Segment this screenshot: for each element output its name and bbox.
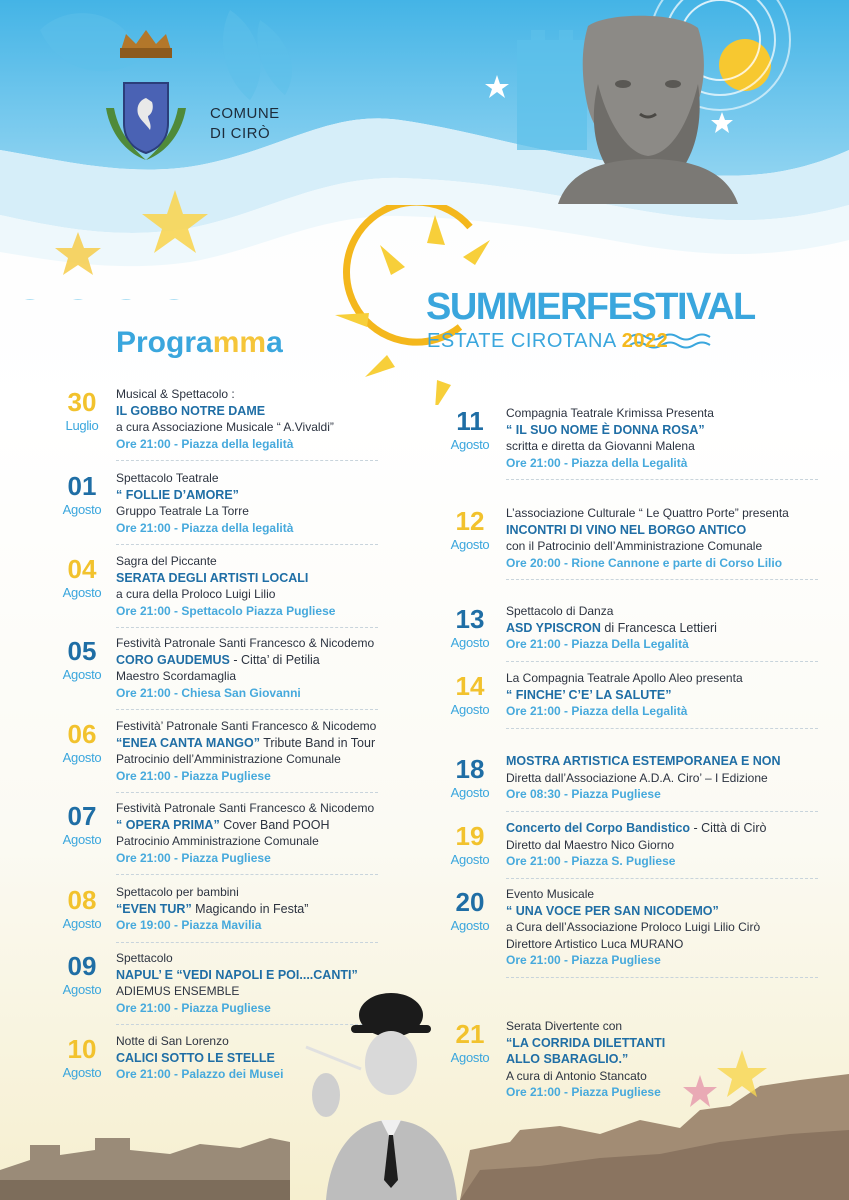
man-with-bowler-hat-illustration — [296, 985, 466, 1200]
event-month: Agosto — [450, 785, 490, 800]
event-description: Festività Patronale Santi Francesco & Nicodemo — [116, 801, 375, 815]
event-day: 18 — [455, 754, 485, 784]
event-description: Spettacolo per bambini — [116, 885, 239, 899]
event-month: Agosto — [450, 918, 490, 933]
event-month: Agosto — [62, 502, 102, 517]
event-day: 21 — [455, 1019, 485, 1049]
event-details — [116, 470, 293, 536]
event-title-text: CORO GAUDEMUS — [116, 652, 230, 667]
programma-part-1: Progra — [116, 326, 213, 359]
event-description: Sagra del Piccante — [116, 554, 217, 568]
event-description: a cura della Proloco Luigi Lilio — [116, 587, 276, 601]
festival-subtitle — [427, 330, 668, 353]
event-title — [506, 522, 789, 539]
event-divider — [506, 479, 818, 480]
event-description: A cura di Antonio Stancato — [506, 1068, 647, 1083]
event-day: 04 — [67, 554, 97, 584]
event-details — [116, 386, 334, 452]
event-month: Agosto — [450, 635, 490, 650]
event-month: Agosto — [62, 1065, 102, 1080]
event-divider — [506, 579, 818, 580]
event-details — [506, 753, 781, 803]
event-description: Spettacolo Teatrale — [116, 471, 219, 485]
event-details — [506, 670, 743, 720]
event-time-location: Ore 21:00 - Piazza Pugliese — [506, 1085, 661, 1099]
event-title-text: IL GOBBO NOTRE DAME — [116, 403, 266, 418]
event-description: La Compagnia Teatrale Apollo Aleo presenta — [506, 671, 743, 685]
event-day: 08 — [67, 885, 97, 915]
event-description: Festività Patronale Santi Francesco & Nicodemo — [116, 636, 375, 650]
event-title — [116, 652, 374, 669]
event-description: Spettacolo — [116, 951, 173, 965]
event-divider — [116, 792, 378, 793]
event-time-location: Ore 21:00 - Chiesa San Giovanni — [116, 685, 301, 700]
event-description: a cura Associazione Musicale “ A.Vivaldi” — [116, 420, 334, 434]
event-month: Agosto — [450, 702, 490, 717]
event-title — [116, 817, 374, 834]
municipality-name — [210, 104, 280, 144]
event-month: Agosto — [62, 667, 102, 682]
event-time-location: Ore 20:00 - Rione Cannone e parte di Corso Lilio — [506, 555, 783, 570]
event-month: Agosto — [62, 982, 102, 997]
municipal-crest-icon — [96, 28, 196, 178]
festival-year: 2022 — [621, 330, 669, 352]
event-description: Gruppo Teatrale La Torre — [116, 504, 249, 518]
event-title — [506, 820, 766, 837]
event-time-location: Ore 08:30 - Piazza Pugliese — [506, 787, 661, 801]
programma-part-3: a — [266, 326, 283, 359]
event-divider — [506, 977, 818, 978]
event-month: Agosto — [62, 832, 102, 847]
event-title-text: CALICI SOTTO LE STELLE — [116, 1050, 275, 1065]
event-description: Compagnia Teatrale Krimissa Presenta — [506, 406, 714, 420]
event-month: Luglio — [65, 418, 99, 433]
event-title — [506, 753, 781, 770]
event-title-extra: Magicando in Festa” — [191, 901, 309, 916]
event-time-location: Ore 21:00 - Palazzo dei Musei — [116, 1067, 284, 1081]
event-details — [116, 800, 374, 866]
event-title — [116, 570, 335, 587]
event-details — [116, 635, 374, 701]
event-title-text: SERATA DEGLI ARTISTI LOCALI — [116, 570, 309, 585]
event-description: con il Patrocinio dell’Amministrazione Comunale — [506, 539, 763, 553]
event-title-text: “ UNA VOCE PER SAN NICODEMO” — [506, 903, 719, 918]
event-description: ADIEMUS ENSEMBLE — [116, 984, 240, 998]
event-time-location: Ore 21:00 - Piazza Della Legalità — [506, 637, 689, 651]
event-title-text: MOSTRA ARTISTICA ESTEMPORANEA E NON — [506, 754, 781, 768]
event-day: 12 — [455, 506, 485, 536]
event-description: Serata Divertente con — [506, 1019, 623, 1033]
event-time-location: Ore 21:00 - Piazza Pugliese — [506, 953, 661, 967]
event-divider — [506, 811, 818, 812]
event-details — [506, 603, 717, 653]
event-title-extra: Cover Band POOH — [219, 817, 330, 832]
event-month: Agosto — [62, 585, 102, 600]
programma-heading — [116, 326, 283, 360]
event-day: 19 — [455, 821, 485, 851]
event-description: Notte di San Lorenzo — [116, 1034, 229, 1048]
event-description: Musical & Spettacolo : — [116, 387, 235, 401]
event-month: Agosto — [450, 537, 490, 552]
event-title — [506, 903, 760, 920]
event-description: Diretto dal Maestro Nico Giorno — [506, 837, 675, 852]
municipality-line-1: COMUNE — [210, 105, 280, 122]
event-details — [506, 820, 766, 870]
event-description: Diretta dall’Associazione A.D.A. Ciro’ – I Edizione — [506, 770, 768, 785]
event-day: 07 — [67, 801, 97, 831]
event-title — [116, 487, 293, 504]
event-day: 11 — [456, 406, 484, 436]
event-day: 30 — [67, 387, 97, 417]
event-description: scritta e diretta da Giovanni Malena — [506, 439, 695, 453]
event-title — [506, 687, 743, 704]
event-month: Agosto — [450, 437, 490, 452]
event-day: 05 — [67, 636, 97, 666]
event-month: Agosto — [62, 750, 102, 765]
event-time-location: Ore 19:00 - Piazza Mavilia — [116, 918, 262, 932]
event-title-text: “ OPERA PRIMA” — [116, 817, 220, 832]
event-title-text: NAPUL’ E “VEDI NAPOLI E POI....CANTI” — [116, 967, 358, 982]
event-description: Evento Musicale — [506, 887, 595, 901]
event-title-text: “ENEA CANTA MANGO” — [116, 735, 260, 750]
event-title — [506, 422, 714, 439]
event-month: Agosto — [450, 1050, 490, 1065]
event-day: 10 — [67, 1034, 97, 1064]
festival-subtitle-text: ESTATE CIROTANA — [427, 330, 616, 352]
event-details — [116, 884, 308, 934]
event-divider — [116, 627, 378, 628]
event-day: 20 — [455, 887, 485, 917]
programma-part-2: mm — [212, 326, 267, 359]
event-details — [506, 505, 789, 571]
event-divider — [506, 661, 818, 662]
municipality-line-2: DI CIRÒ — [210, 125, 271, 142]
event-title-text: “ FINCHE’ C’E’ LA SALUTE” — [506, 687, 672, 702]
event-day: 14 — [455, 671, 485, 701]
event-title-text: “EVEN TUR” — [116, 901, 192, 916]
event-details — [506, 405, 714, 471]
event-time-location: Ore 21:00 - Piazza della legalità — [116, 436, 294, 451]
event-description: Spettacolo di Danza — [506, 604, 614, 618]
event-divider — [116, 544, 378, 545]
event-divider — [506, 878, 818, 879]
event-day: 13 — [455, 604, 485, 634]
event-divider — [116, 709, 378, 710]
event-title-text: ASD YPISCRON — [506, 620, 601, 635]
event-description: Patrocinio dell’Amministrazione Comunale — [116, 752, 341, 766]
event-time-location: Ore 21:00 - Piazza della Legalità — [506, 455, 688, 470]
event-title-text: INCONTRI DI VINO NEL BORGO ANTICO — [506, 522, 747, 537]
event-time-location: Ore 21:00 - Spettacolo Piazza Pugliese — [116, 603, 336, 618]
event-month: Agosto — [450, 852, 490, 867]
event-details — [506, 886, 760, 969]
event-time-location: Ore 21:00 - Piazza Pugliese — [116, 1000, 271, 1015]
event-title-extra: Tribute Band in Tour — [259, 735, 376, 750]
event-description: Maestro Scordamaglia — [116, 669, 237, 683]
event-title — [116, 967, 358, 984]
event-title-text: “LA CORRIDA DILETTANTI — [506, 1035, 666, 1050]
event-divider — [116, 874, 378, 875]
event-title — [116, 901, 308, 918]
event-description: a Cura dell’Associazione Proloco Luigi Lilio Cirò — [506, 920, 761, 934]
event-time-location: Ore 21:00 - Piazza S. Pugliese — [506, 854, 676, 868]
event-time-location: Ore 21:00 - Piazza della Legalità — [506, 704, 688, 718]
event-time-location: Ore 21:00 - Piazza della legalità — [116, 520, 294, 535]
event-title — [506, 620, 717, 637]
event-title — [116, 735, 376, 752]
event-title-text: “ IL SUO NOME È DONNA ROSA” — [506, 422, 705, 437]
event-divider — [116, 942, 378, 943]
festival-title: SUMMERFESTIVAL — [426, 286, 755, 328]
event-title-text: Concerto del Corpo Bandistico — [506, 821, 691, 835]
event-title-extra: di Francesca Lettieri — [600, 620, 717, 635]
event-divider — [116, 460, 378, 461]
event-description: Patrocinio Amministrazione Comunale — [116, 834, 319, 848]
event-title-extra: - Citta’ di Petilia — [229, 652, 320, 667]
event-description: Direttore Artistico Luca MURANO — [506, 936, 684, 951]
event-details — [116, 553, 335, 619]
event-description: Festività’ Patronale Santi Francesco & Nicodemo — [116, 719, 377, 733]
event-title — [506, 1035, 665, 1052]
event-month: Agosto — [62, 916, 102, 931]
bust-illustration — [548, 14, 748, 204]
event-time-location: Ore 21:00 - Piazza Pugliese — [116, 850, 271, 865]
event-day: 06 — [67, 719, 97, 749]
event-time-location: Ore 21:00 - Piazza Pugliese — [116, 768, 271, 783]
event-description: L’associazione Culturale “ Le Quattro Porte” presenta — [506, 506, 789, 520]
event-title-extra: - Città di Cirò — [690, 821, 767, 835]
event-title — [116, 403, 334, 420]
event-title-text: ALLO SBARAGLIO.” — [506, 1052, 629, 1066]
event-day: 01 — [67, 471, 97, 501]
event-day: 09 — [67, 951, 97, 981]
event-title-text: “ FOLLIE D’AMORE” — [116, 487, 239, 502]
event-details — [116, 718, 376, 784]
event-divider — [506, 728, 818, 729]
